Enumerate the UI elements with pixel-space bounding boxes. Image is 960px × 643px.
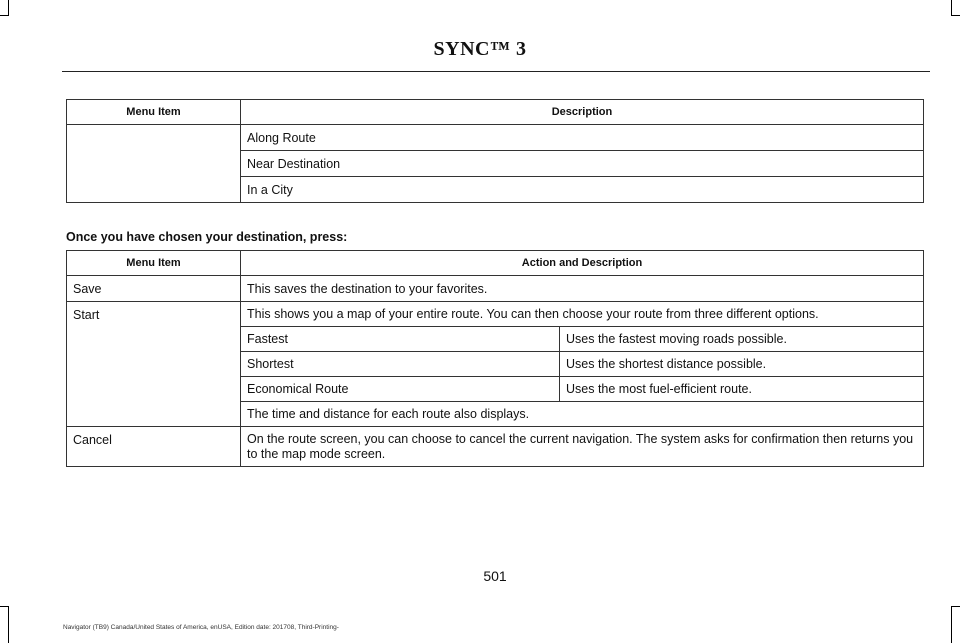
- column-header-menu-item: Menu Item: [67, 100, 241, 125]
- destination-options-table: [66, 99, 924, 203]
- table-row-cancel: [67, 427, 924, 467]
- destination-actions-table: [66, 250, 924, 467]
- table-header-row: [67, 251, 924, 276]
- description-cell: Near Destination: [241, 151, 924, 177]
- table-row-save: [67, 276, 924, 302]
- table-header-row: [67, 100, 924, 125]
- crop-mark: [951, 606, 952, 643]
- start-details: [241, 302, 924, 427]
- route-option-name: Shortest: [241, 352, 560, 377]
- route-options-table: [241, 302, 923, 426]
- description-cell: In a City: [241, 177, 924, 203]
- route-option-row: [241, 377, 923, 402]
- column-header-action-description: Action and Description: [241, 251, 924, 276]
- table-row: [241, 402, 923, 427]
- header-divider: [62, 71, 930, 72]
- table-row-start: [67, 302, 924, 427]
- crop-mark: [0, 15, 9, 16]
- route-option-row: [241, 352, 923, 377]
- crop-mark: [8, 606, 9, 643]
- footer-edition-text: Navigator (TB9) Canada/United States of America, enUSA, Edition date: 201708, Third-Printing-: [63, 624, 339, 631]
- route-option-description: Uses the most fuel-efficient route.: [560, 377, 924, 402]
- menu-item-cell: [67, 125, 241, 203]
- page-number: 501: [483, 568, 507, 584]
- menu-item-cancel: Cancel: [67, 427, 241, 467]
- crop-mark: [8, 0, 9, 16]
- description-cell: Along Route: [241, 125, 924, 151]
- column-header-menu-item: Menu Item: [67, 251, 241, 276]
- column-header-description: Description: [241, 100, 924, 125]
- route-option-row: [241, 327, 923, 352]
- route-option-description: Uses the shortest distance possible.: [560, 352, 924, 377]
- save-description: This saves the destination to your favorites.: [241, 276, 924, 302]
- table-row: [241, 302, 923, 327]
- route-option-name: Fastest: [241, 327, 560, 352]
- crop-mark: [0, 606, 9, 607]
- cancel-description: On the route screen, you can choose to cancel the current navigation. The system asks for confirmation then returns you to the map mode screen.: [241, 427, 924, 467]
- menu-item-start: Start: [67, 302, 241, 427]
- page-title: SYNC™ 3: [433, 38, 527, 60]
- crop-mark: [951, 606, 960, 607]
- crop-mark: [951, 15, 960, 16]
- start-description: This shows you a map of your entire route. You can then choose your route from three different options.: [241, 302, 923, 327]
- route-option-description: Uses the fastest moving roads possible.: [560, 327, 924, 352]
- route-note: The time and distance for each route also displays.: [241, 402, 923, 427]
- route-option-name: Economical Route: [241, 377, 560, 402]
- table-row: [67, 125, 924, 151]
- crop-mark: [951, 0, 952, 16]
- section-lead-text: Once you have chosen your destination, press:: [66, 230, 348, 244]
- menu-item-save: Save: [67, 276, 241, 302]
